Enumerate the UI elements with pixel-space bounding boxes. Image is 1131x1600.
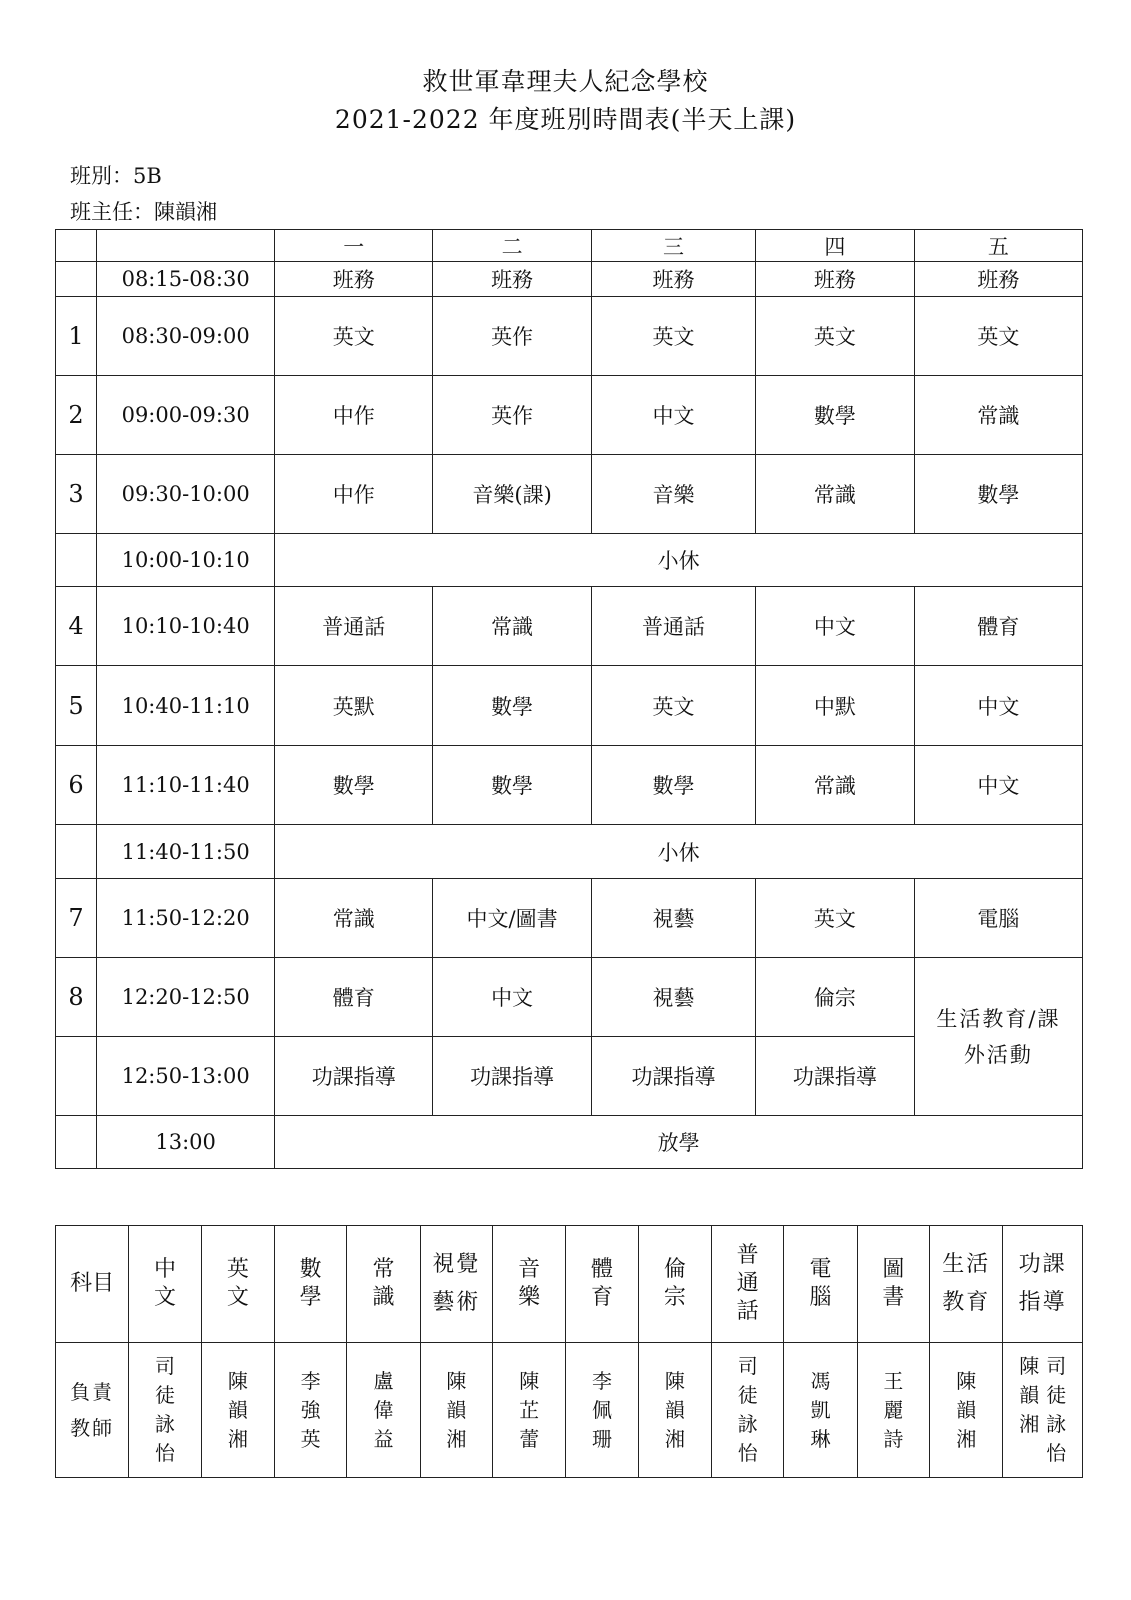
timetable-row [56, 1116, 1083, 1169]
subject-cell [201, 1226, 274, 1343]
teacher-cell [201, 1343, 274, 1478]
timetable-row [56, 455, 1083, 534]
timetable-row [56, 666, 1083, 746]
subject-name: 視覺藝術 [432, 1252, 481, 1315]
subject-name: 普通話 [736, 1243, 759, 1324]
lesson-cell: 英作 [433, 297, 592, 376]
lesson-cell: 英文 [914, 297, 1082, 376]
teacher-pair [1003, 1352, 1082, 1468]
teacher-row [56, 1343, 1083, 1478]
subject-row [56, 1226, 1083, 1343]
lesson-cell: 中文/圖書 [433, 879, 592, 958]
lesson-cell: 體育 [914, 587, 1082, 666]
merged-activity-label: 生活教育/課外活動 [936, 1006, 1061, 1067]
subject-cell [129, 1226, 201, 1343]
teacher-cell [1003, 1343, 1083, 1478]
day-header-row [56, 230, 1083, 262]
subject-cell [347, 1226, 420, 1343]
period-number: 8 [56, 958, 97, 1037]
time-slot: 11:50-12:20 [96, 879, 274, 958]
teacher-name: 司徒詠怡 [1046, 1354, 1067, 1465]
subject-cell [493, 1226, 566, 1343]
time-slot: 13:00 [96, 1116, 274, 1169]
day-header: 四 [755, 230, 914, 262]
teacher-cell [930, 1343, 1003, 1478]
subject-teacher-table [55, 1225, 1083, 1478]
lesson-cell-friday-merged [914, 958, 1082, 1116]
teacher-name: 馮凱琳 [810, 1368, 831, 1451]
lesson-cell: 班務 [275, 262, 433, 297]
period-number: 2 [56, 376, 97, 455]
lesson-cell: 數學 [755, 376, 914, 455]
lesson-cell: 功課指導 [433, 1037, 592, 1116]
time-slot: 11:10-11:40 [96, 746, 274, 825]
lesson-cell: 視藝 [592, 879, 756, 958]
timetable-row [56, 587, 1083, 666]
teacher-header-label: 負責教師 [70, 1380, 115, 1440]
teacher-name: 陳韻湘 [1019, 1354, 1040, 1436]
lesson-cell: 中文 [914, 666, 1082, 746]
teacher-name: 司徒詠怡 [155, 1354, 175, 1465]
period-number [56, 1037, 97, 1116]
lesson-cell: 常識 [433, 587, 592, 666]
lesson-cell: 英文 [592, 297, 756, 376]
lesson-cell: 數學 [433, 666, 592, 746]
teacher-name: 陳韻湘 [956, 1368, 977, 1451]
period-number [56, 1116, 97, 1169]
subject-cell [638, 1226, 711, 1343]
lesson-cell: 中文 [433, 958, 592, 1037]
break-cell: 小休 [275, 825, 1083, 879]
document-title: 2021-2022 年度班別時間表(半天上課) [334, 105, 797, 134]
teacher-header [56, 1343, 129, 1478]
lesson-cell: 數學 [275, 746, 433, 825]
subject-name: 圖書 [882, 1257, 905, 1310]
time-slot: 09:00-09:30 [96, 376, 274, 455]
period-number: 4 [56, 587, 97, 666]
time-slot: 09:30-10:00 [96, 455, 274, 534]
teacher-name: 司徒詠怡 [737, 1354, 758, 1465]
teacher-name: 陳韻湘 [446, 1368, 467, 1451]
period-number: 3 [56, 455, 97, 534]
lesson-cell: 體育 [275, 958, 433, 1037]
lesson-cell: 電腦 [914, 879, 1082, 958]
day-header: 三 [592, 230, 756, 262]
lesson-cell: 倫宗 [755, 958, 914, 1037]
day-header: 五 [914, 230, 1082, 262]
lesson-cell: 功課指導 [275, 1037, 433, 1116]
time-header-cell [96, 230, 274, 262]
lesson-cell: 中作 [275, 376, 433, 455]
break-cell: 放學 [275, 1116, 1083, 1169]
teacher-cell [712, 1343, 784, 1478]
teacher-cell [493, 1343, 566, 1478]
lesson-cell: 數學 [433, 746, 592, 825]
timetable-row [56, 879, 1083, 958]
timetable-row [56, 825, 1083, 879]
period-number [56, 825, 97, 879]
subject-name: 中文 [153, 1257, 176, 1310]
break-cell: 小休 [275, 534, 1083, 587]
subject-header [56, 1226, 129, 1343]
period-number: 6 [56, 746, 97, 825]
timetable-row [56, 297, 1083, 376]
teacher-cell [347, 1343, 420, 1478]
lesson-cell: 中文 [592, 376, 756, 455]
lesson-cell: 班務 [433, 262, 592, 297]
lesson-cell: 班務 [914, 262, 1082, 297]
subject-name: 常識 [372, 1257, 395, 1310]
lesson-cell: 中文 [914, 746, 1082, 825]
class-label: 班別：5B [70, 164, 162, 188]
lesson-cell: 英文 [592, 666, 756, 746]
subject-cell [1003, 1226, 1083, 1343]
day-header: 二 [433, 230, 592, 262]
timetable-row [56, 534, 1083, 587]
lesson-cell: 音樂 [592, 455, 756, 534]
subject-cell [420, 1226, 492, 1343]
lesson-cell: 英文 [275, 297, 433, 376]
period-number: 7 [56, 879, 97, 958]
lesson-cell: 常識 [755, 746, 914, 825]
teacher-name: 李強英 [300, 1368, 321, 1451]
subject-cell [275, 1226, 347, 1343]
subject-name: 功課指導 [1018, 1252, 1067, 1315]
corner-cell [56, 230, 97, 262]
lesson-cell: 功課指導 [755, 1037, 914, 1116]
lesson-cell: 普通話 [275, 587, 433, 666]
lesson-cell: 視藝 [592, 958, 756, 1037]
subject-name: 數學 [299, 1257, 322, 1310]
teacher-cell [129, 1343, 201, 1478]
lesson-cell: 常識 [275, 879, 433, 958]
lesson-cell: 英作 [433, 376, 592, 455]
lesson-cell: 普通話 [592, 587, 756, 666]
lesson-cell: 常識 [914, 376, 1082, 455]
teacher-name: 李佩珊 [592, 1368, 613, 1451]
period-number [56, 534, 97, 587]
teacher-name: 陳韻湘 [664, 1368, 685, 1451]
subject-cell [712, 1226, 784, 1343]
teacher-cell [566, 1343, 638, 1478]
timetable-row [56, 376, 1083, 455]
period-number: 1 [56, 297, 97, 376]
timetable-row [56, 262, 1083, 297]
time-slot: 08:30-09:00 [96, 297, 274, 376]
timetable-row [56, 958, 1083, 1037]
subject-name: 倫宗 [663, 1257, 686, 1310]
subject-name: 音樂 [518, 1257, 541, 1310]
day-header: 一 [275, 230, 433, 262]
lesson-cell: 音樂(課) [433, 455, 592, 534]
lesson-cell: 常識 [755, 455, 914, 534]
lesson-cell: 功課指導 [592, 1037, 756, 1116]
teacher-cell [857, 1343, 929, 1478]
subject-name: 生活教育 [942, 1252, 991, 1315]
lesson-cell: 數學 [914, 455, 1082, 534]
teacher-name: 盧偉益 [373, 1368, 394, 1451]
subject-name: 體育 [591, 1257, 614, 1310]
time-slot: 12:20-12:50 [96, 958, 274, 1037]
lesson-cell: 班務 [592, 262, 756, 297]
lesson-cell: 英文 [755, 879, 914, 958]
lesson-cell: 數學 [592, 746, 756, 825]
subject-cell [930, 1226, 1003, 1343]
time-slot: 08:15-08:30 [96, 262, 274, 297]
lesson-cell: 中文 [755, 587, 914, 666]
teacher-name: 陳芷蕾 [519, 1368, 540, 1451]
teacher-cell [784, 1343, 857, 1478]
time-slot: 10:40-11:10 [96, 666, 274, 746]
lesson-cell: 中作 [275, 455, 433, 534]
time-slot: 10:00-10:10 [96, 534, 274, 587]
school-name: 救世軍韋理夫人紀念學校 [422, 67, 709, 96]
subject-cell [857, 1226, 929, 1343]
lesson-cell: 班務 [755, 262, 914, 297]
time-slot: 11:40-11:50 [96, 825, 274, 879]
subject-name: 英文 [226, 1257, 249, 1310]
lesson-cell: 中默 [755, 666, 914, 746]
teacher-cell [275, 1343, 347, 1478]
period-number [56, 262, 97, 297]
teacher-name: 王麗詩 [883, 1368, 904, 1451]
period-number: 5 [56, 666, 97, 746]
teacher-cell [638, 1343, 711, 1478]
time-slot: 10:10-10:40 [96, 587, 274, 666]
subject-name: 電腦 [809, 1257, 832, 1310]
lesson-cell: 英文 [755, 297, 914, 376]
class-teacher-label: 班主任：陳韻湘 [70, 200, 217, 224]
timetable [55, 229, 1083, 1169]
timetable-row [56, 746, 1083, 825]
time-slot: 12:50-13:00 [96, 1037, 274, 1116]
subject-cell [566, 1226, 638, 1343]
lesson-cell: 英默 [275, 666, 433, 746]
subject-cell [784, 1226, 857, 1343]
teacher-name: 陳韻湘 [227, 1368, 248, 1451]
subject-header-label: 科目 [70, 1271, 115, 1296]
teacher-cell [420, 1343, 492, 1478]
